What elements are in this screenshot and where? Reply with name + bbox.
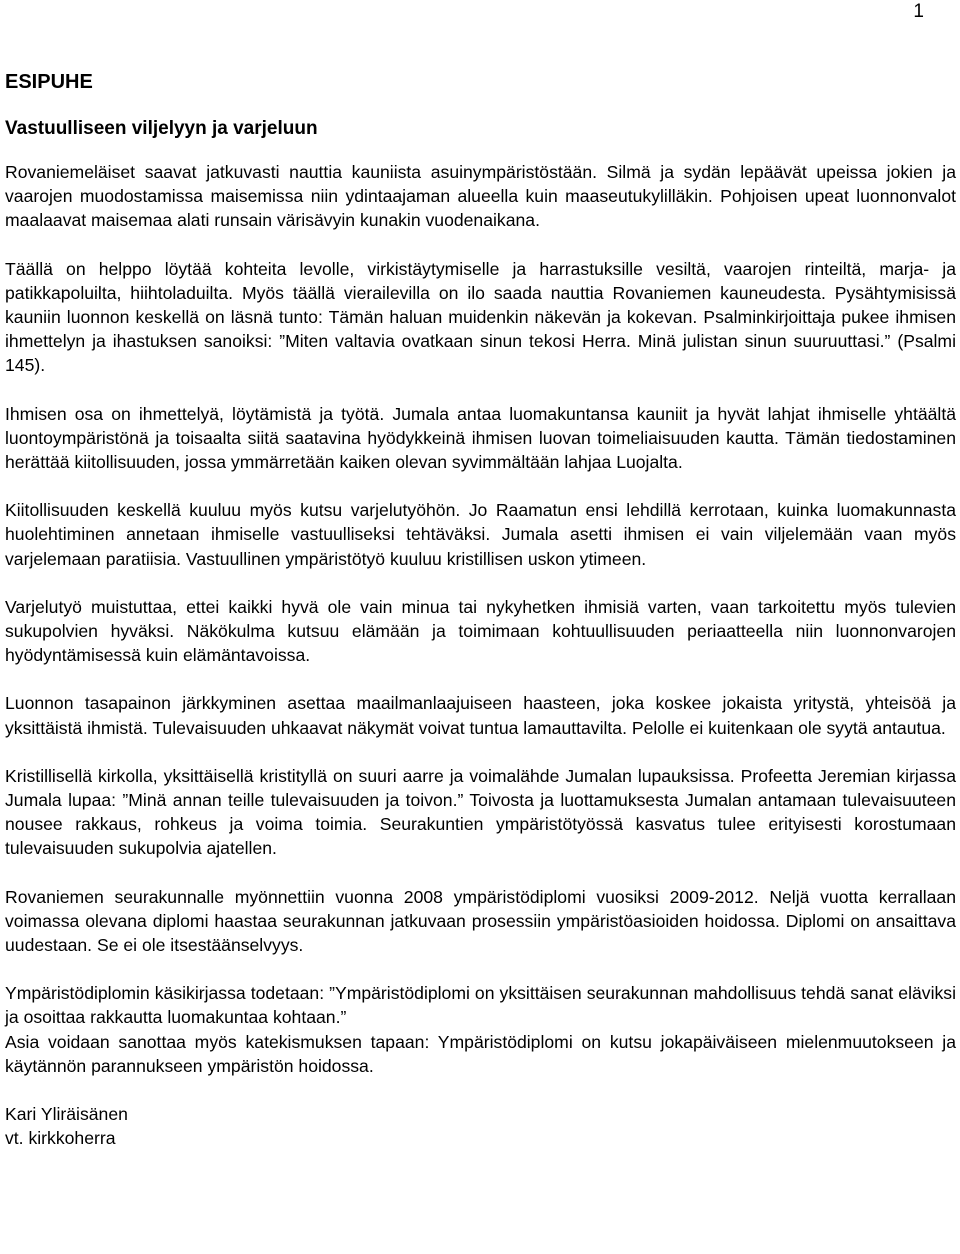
document-body: [5, 68, 956, 1150]
paragraph: Luonnon tasapainon järkkyminen asettaa maailmanlaajuiseen haasteen, joka koskee jokaista yritystä, yhteisöä ja yksittäistä ihmistä. Tulevaisuuden uhkaavat näkymät voivat tuntua lamauttavilta. Pelolle ei kuitenkaan ole syytä antautua.: [5, 693, 956, 738]
paragraph: Rovaniemeläiset saavat jatkuvasti nauttia kauniista asuinympäristöstään. Silmä ja sydän lepäävät upeissa jokien ja vaarojen muodostamissa maisemissa niin ydintaajaman alueella kuin maaseutukylilläkin. Pohjoisen upeat luonnonvalot maalaavat maisemaa alati runsain värisävyin kunakin vuodenaikana.: [5, 162, 956, 231]
signature-title: vt. kirkkoherra: [5, 1128, 116, 1149]
paragraph: Täällä on helppo löytää kohteita levolle, virkistäytymiselle ja harrastuksille vesiltä, vaarojen rinteiltä, marja- ja patikkapoluilta, hiihtoladuilta. Myös täällä vierailevilla on ilo saada nauttia Rovaniemen kauneudesta. Pysähtymisissä kauniin luonnon keskellä on läsnä tunto: Tämän haluan muidenkin näkevän ja kokevan. Psalminkirjoittaja pukee ihmisen ihmettelyn ja ihastuksen sanoiksi: ”Miten valtavia ovatkaan sinun tekosi Herra. Minä julistan sinun suuruuttasi.” (Psalmi 145).: [5, 258, 956, 376]
paragraph: Ihmisen osa on ihmettelyä, löytämistä ja työtä. Jumala antaa luomakuntansa kauniit ja hyvät lahjat ihmiselle yhtäältä luontoympäristönä ja toisaalta siitä saatavina hyödykkeinä ihmisen luovan toimeliaisuuden kautta. Tämän tiedostaminen herättää kiitollisuuden, jossa ymmärretään kaiken olevan syvimmältään lahjaa Luojalta.: [5, 403, 956, 473]
document-subheading: Vastuulliseen viljelyyn ja varjeluun: [5, 118, 318, 139]
paragraph: Asia voidaan sanottaa myös katekismuksen tapaan: Ympäristödiplomi on kutsu jokapäiväiseen mielenmuutokseen ja käytännön parannukseen ympäristön hoidossa.: [5, 1031, 956, 1076]
page-number: 1: [913, 1, 924, 22]
signature-name: Kari Yliräisänen: [5, 1104, 128, 1125]
document-heading: ESIPUHE: [5, 71, 93, 93]
paragraph: Kristillisellä kirkolla, yksittäisellä kristityllä on suuri aarre ja voimalähde Jumalan lupauksissa. Profeetta Jeremian kirjassa Jumala lupaa: ”Minä annan teille tulevaisuuden ja toivon.” Toivosta ja luottamuksesta Jumalan antamaan tulevaisuuteen nousee rakkaus, rohkeus ja voima toimia. Seurakuntien ympäristötyössä kasvatus tulee erityisesti korostumaan tulevaisuuden sukupolvia ajatellen.: [5, 765, 956, 859]
paragraph: Kiitollisuuden keskellä kuuluu myös kutsu varjelutyöhön. Jo Raamatun ensi lehdillä kerrotaan, kuinka luomakunnasta huolehtiminen annetaan ihmiselle vastuulliseksi tehtäväksi. Jumala asetti ihmisen ei vain viljelemään vaan myös varjelemaan paratiisia. Vastuullinen ympäristötyö kuuluu kristillisen uskon ytimeen.: [5, 500, 956, 569]
signature-block: [5, 1102, 956, 1150]
paragraph: Ympäristödiplomin käsikirjassa todetaan: ”Ympäristödiplomi on yksittäisen seurakunnan mahdollisuus tehdä sanat eläviksi ja osoittaa rakkautta luomakuntaa kohtaan.”: [5, 983, 956, 1028]
paragraph: Varjelutyö muistuttaa, ettei kaikki hyvä ole vain minua tai nykyhetken ihmisiä varten, vaan tarkoitettu myös tulevien sukupolvien hyväksi. Näkökulma kutsuu elämään ja toimimaan kohtuullisuuden periaatteella niin luonnonvarojen hyödyntämisessä kuin elämäntavoissa.: [5, 596, 956, 666]
paragraph: Rovaniemen seurakunnalle myönnettiin vuonna 2008 ympäristödiplomi vuosiksi 2009-2012. Neljä vuotta kerrallaan voimassa olevana diplomi haastaa seurakunnan jatkuvaan prosessiin ympäristöasioiden hoidossa. Diplomi on ansaittava uudestaan. Se ei ole itsestäänselvyys.: [5, 886, 956, 956]
